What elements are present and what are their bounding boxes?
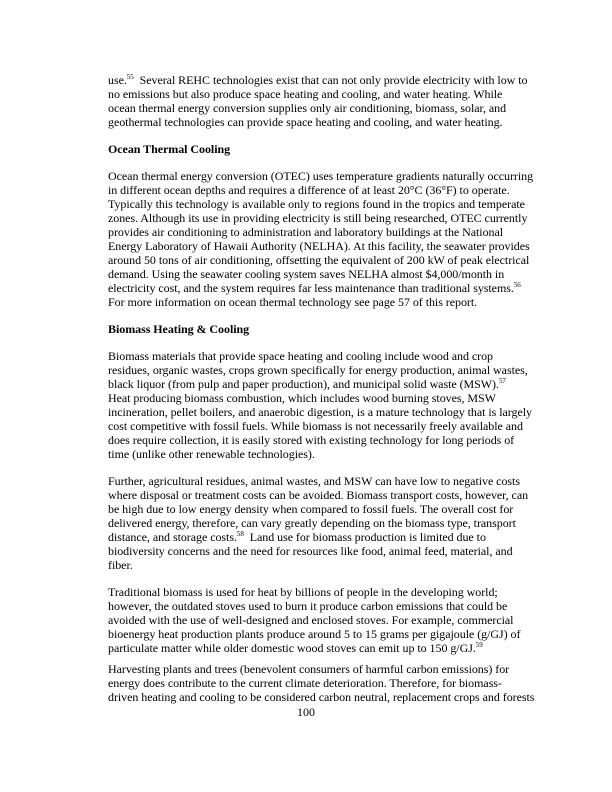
line-text: Several REHC technologies exist that can not only provide electricity with low to	[133, 73, 528, 87]
text-line: fiber.	[108, 558, 133, 572]
text-line: Biomass materials that provide space heating and cooling include wood and crop	[108, 349, 493, 363]
footnote-ref[interactable]: 58	[236, 530, 244, 538]
text-line: Energy Laboratory of Hawaii Authority (NELHA). At this facility, the seawater provides	[108, 239, 530, 253]
line-text: use.	[108, 73, 127, 87]
text-line: around 50 tons of air conditioning, offsetting the equivalent of 200 kW of peak electrical	[108, 253, 530, 267]
footnote-ref[interactable]: 59	[475, 641, 483, 649]
footnote-ref[interactable]: 55	[126, 73, 134, 81]
line-text: black liquor (from pulp and paper production), and municipal solid waste (MSW).	[108, 377, 499, 391]
text-line: Typically this technology is available only to regions found in the tropics and temperate	[108, 197, 525, 211]
text-line	[108, 281, 521, 295]
line-text: distance, and storage costs.	[108, 530, 237, 544]
text-line: time (unlike other renewable technologies).	[108, 447, 315, 461]
text-line	[108, 377, 506, 391]
text-line: however, the outdated stoves used to burn it produce carbon emissions that could be	[108, 599, 508, 613]
line-text: Land use for biomass production is limited due to	[243, 530, 486, 544]
footnote-ref[interactable]: 57	[498, 377, 506, 385]
text-line: delivered energy, therefore, can vary greatly depending on the biomass type, transport	[108, 516, 516, 530]
text-line: bioenergy heat production plants produce around 5 to 15 grams per gigajoule (g/GJ) of	[108, 627, 521, 641]
text-line	[108, 641, 483, 655]
section-heading-biomass-heating-cooling: Biomass Heating & Cooling	[108, 322, 250, 336]
line-text: electricity cost, and the system requires far less maintenance than traditional systems.	[108, 281, 514, 295]
text-line: Ocean thermal energy conversion (OTEC) uses temperature gradients naturally occurring	[108, 169, 534, 183]
text-line: avoided with the use of well-designed and enclosed stoves. For example, commercial	[108, 613, 514, 627]
text-line: For more information on ocean thermal technology see page 57 of this report.	[108, 295, 478, 309]
text-line: provides air conditioning to administration and laboratory buildings at the National	[108, 225, 504, 239]
line-text: particulate matter while older domestic wood stoves can emit up to 150 g/GJ.	[108, 641, 476, 655]
text-line: no emissions but also produce space heating and cooling, and water heating. While	[108, 87, 503, 101]
text-line: ocean thermal energy conversion supplies only air conditioning, biomass, solar, and	[108, 101, 507, 115]
text-line	[108, 73, 527, 87]
text-line: demand. Using the seawater cooling system saves NELHA almost $4,000/month in	[108, 267, 505, 281]
text-line	[108, 530, 486, 544]
text-line: Further, agricultural residues, animal wastes, and MSW can have low to negative costs	[108, 474, 520, 488]
text-line: geothermal technologies can provide space heating and cooling, and water heating.	[108, 115, 503, 129]
footnote-ref[interactable]: 56	[513, 281, 521, 289]
text-line: residues, organic wastes, crops grown specifically for energy production, animal wastes,	[108, 363, 528, 377]
text-line: Traditional biomass is used for heat by billions of people in the developing world;	[108, 585, 498, 599]
text-line: cost competitive with fossil fuels. While biomass is not necessarily freely available and	[108, 419, 523, 433]
text-line: incineration, pellet boilers, and anaerobic digestion, is a mature technology that is largely	[108, 405, 532, 419]
text-line: in different ocean depths and requires a difference of at least 20°C (36°F) to operate.	[108, 183, 510, 197]
text-line: energy does contribute to the current climate deterioration. Therefore, for biomass-	[108, 676, 502, 690]
text-line: driven heating and cooling to be considered carbon neutral, replacement crops and forests	[108, 690, 535, 704]
page-number: 100	[297, 705, 315, 719]
text-line: does require collection, it is easily stored with existing technology for long periods of	[108, 433, 515, 447]
text-line: be high due to low energy density when compared to fossil fuels. The overall cost for	[108, 502, 514, 516]
text-line: Harvesting plants and trees (benevolent consumers of harmful carbon emissions) for	[108, 662, 510, 676]
text-line: biodiversity concerns and the need for resources like food, animal feed, material, and	[108, 544, 513, 558]
text-line: Heat producing biomass combustion, which includes wood burning stoves, MSW	[108, 391, 496, 405]
text-line: where disposal or treatment costs can be avoided. Biomass transport costs, however, can	[108, 488, 529, 502]
text-line: zones. Although its use in providing electricity is still being researched, OTEC currently	[108, 211, 528, 225]
section-heading-ocean-thermal-cooling: Ocean Thermal Cooling	[108, 142, 231, 156]
